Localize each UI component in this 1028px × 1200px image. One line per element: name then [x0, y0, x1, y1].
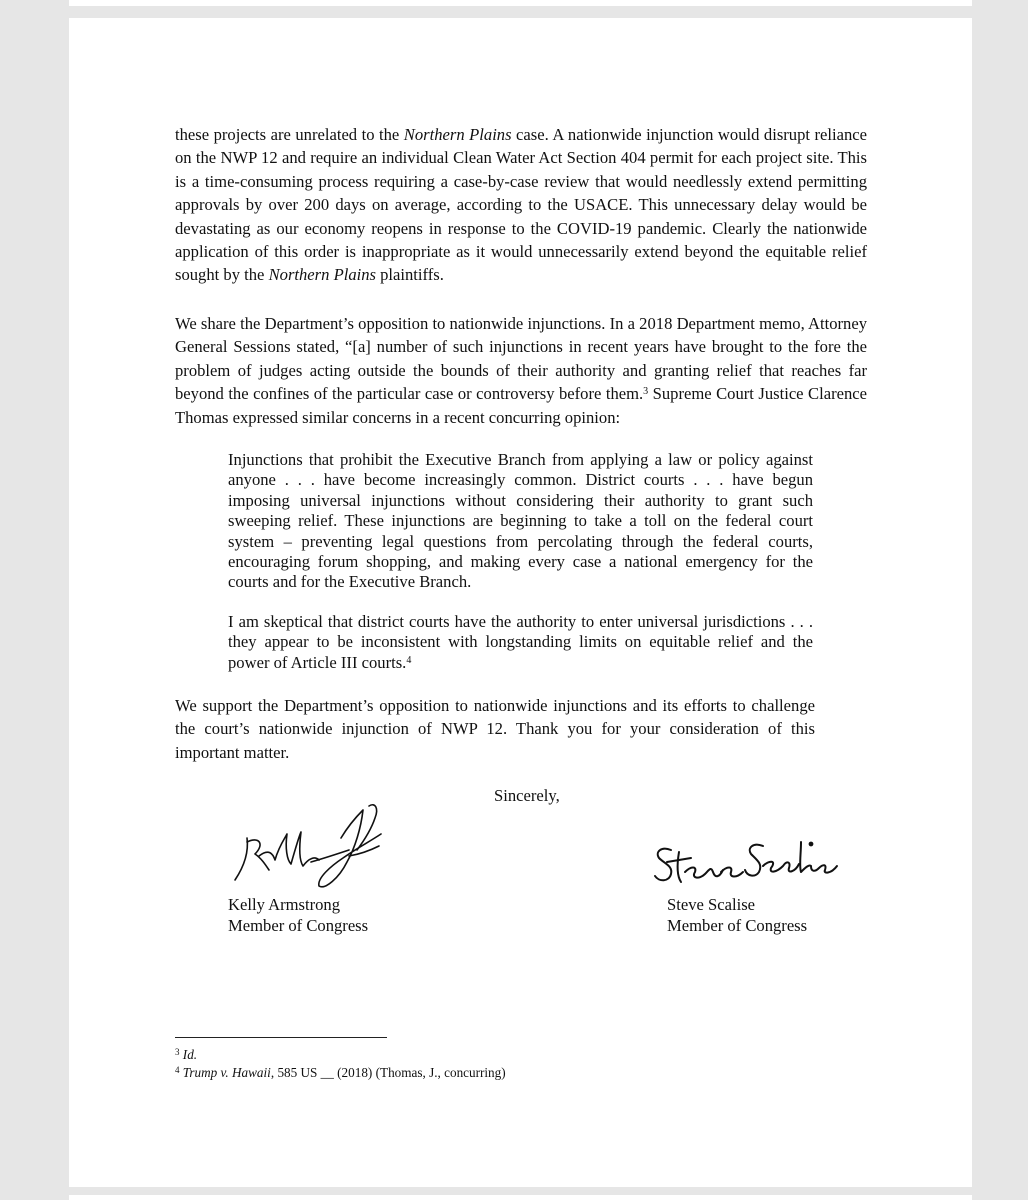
signatory-name: Kelly Armstrong: [228, 895, 340, 914]
footnote-ref-3: 3: [643, 386, 649, 398]
next-page-edge: [69, 1195, 972, 1200]
paragraph-department-opposition: We share the Department’s opposition to nationwide injunctions. In a 2018 Department memo, Attorney General Sessions stated, “[a] number of such injunctions in recent years have brought to the fore the problem of judges acting outside the bounds of their authority and granting relief that reaches far beyond the confines of the particular case or controversy before them.$^3$ Supreme Court Justice Clarence Thomas expressed similar concerns in a recent concurring opinion:: [175, 314, 867, 427]
signatory-block-right: [667, 895, 807, 936]
signatory-name: Steve Scalise: [667, 895, 756, 914]
case-name: Northern Plains: [403, 125, 512, 144]
case-name: Northern Plains: [268, 265, 376, 285]
previous-page-edge: [69, 0, 972, 6]
paragraph-nationwide-injunction: these projects are unrelated to the Northern Plains case. A nationwide injunction would disrupt reliance on the NWP 12 and require an individual Clean Water Act Section 404 permit for each project site. This is a time-consuming process requiring a case-by-case review that would needlessly extend permitting approvals by over 200 days on average, according to the USACE. This unnecessary delay would be devastating as our economy reopens in response to the COVID-19 pandemic. Clearly the nationwide application of this order is inappropriate as it would unnecessarily extend beyond the equitable relief sought by the Northern Plains plaintiffs.: [175, 125, 868, 285]
letter-page: [69, 18, 972, 1187]
closing-salutation: Sincerely,: [494, 786, 560, 805]
signatory-title: Member of Congress: [667, 915, 808, 935]
footnote-4: $^4$ Trump v. Hawaii, 585 US __ (2018) (Thomas, J., concurring): [175, 1065, 506, 1080]
block-quote-thomas-2: I am skeptical that district courts have the authority to enter universal jurisdictions . . . they appear to be inconsistent with longstanding limits on equitable relief and the power of Article III courts.$^4$: [228, 612, 813, 672]
signature-steve-scalise: [651, 836, 841, 896]
block-quote-thomas-1: Injunctions that prohibit the Executive Branch from applying a law or policy against anyone . . . have become increasingly common. District courts . . . have begun imposing universal injunctions without considering their authority to grant such sweeping relief. These injunctions are beginning to take a toll on the federal court system – preventing legal questions from percolating through the federal courts, encouraging forum shopping, and making every case a national emergency for the courts and for the Executive Branch.: [228, 450, 813, 592]
signatory-title: Member of Congress: [228, 915, 369, 935]
footnote-ref-4: 4: [406, 654, 412, 666]
signature-kelly-armstrong: [229, 798, 399, 893]
paragraph-support: We support the Department’s opposition to nationwide injunctions and its efforts to challenge the court’s nationwide injunction of NWP 12. Thank you for your consideration of this important matter.: [175, 696, 815, 762]
signatory-block-left: [228, 895, 368, 936]
footnote-divider: [175, 1037, 387, 1038]
footnote-3: $^3$ Id.: [175, 1047, 198, 1062]
